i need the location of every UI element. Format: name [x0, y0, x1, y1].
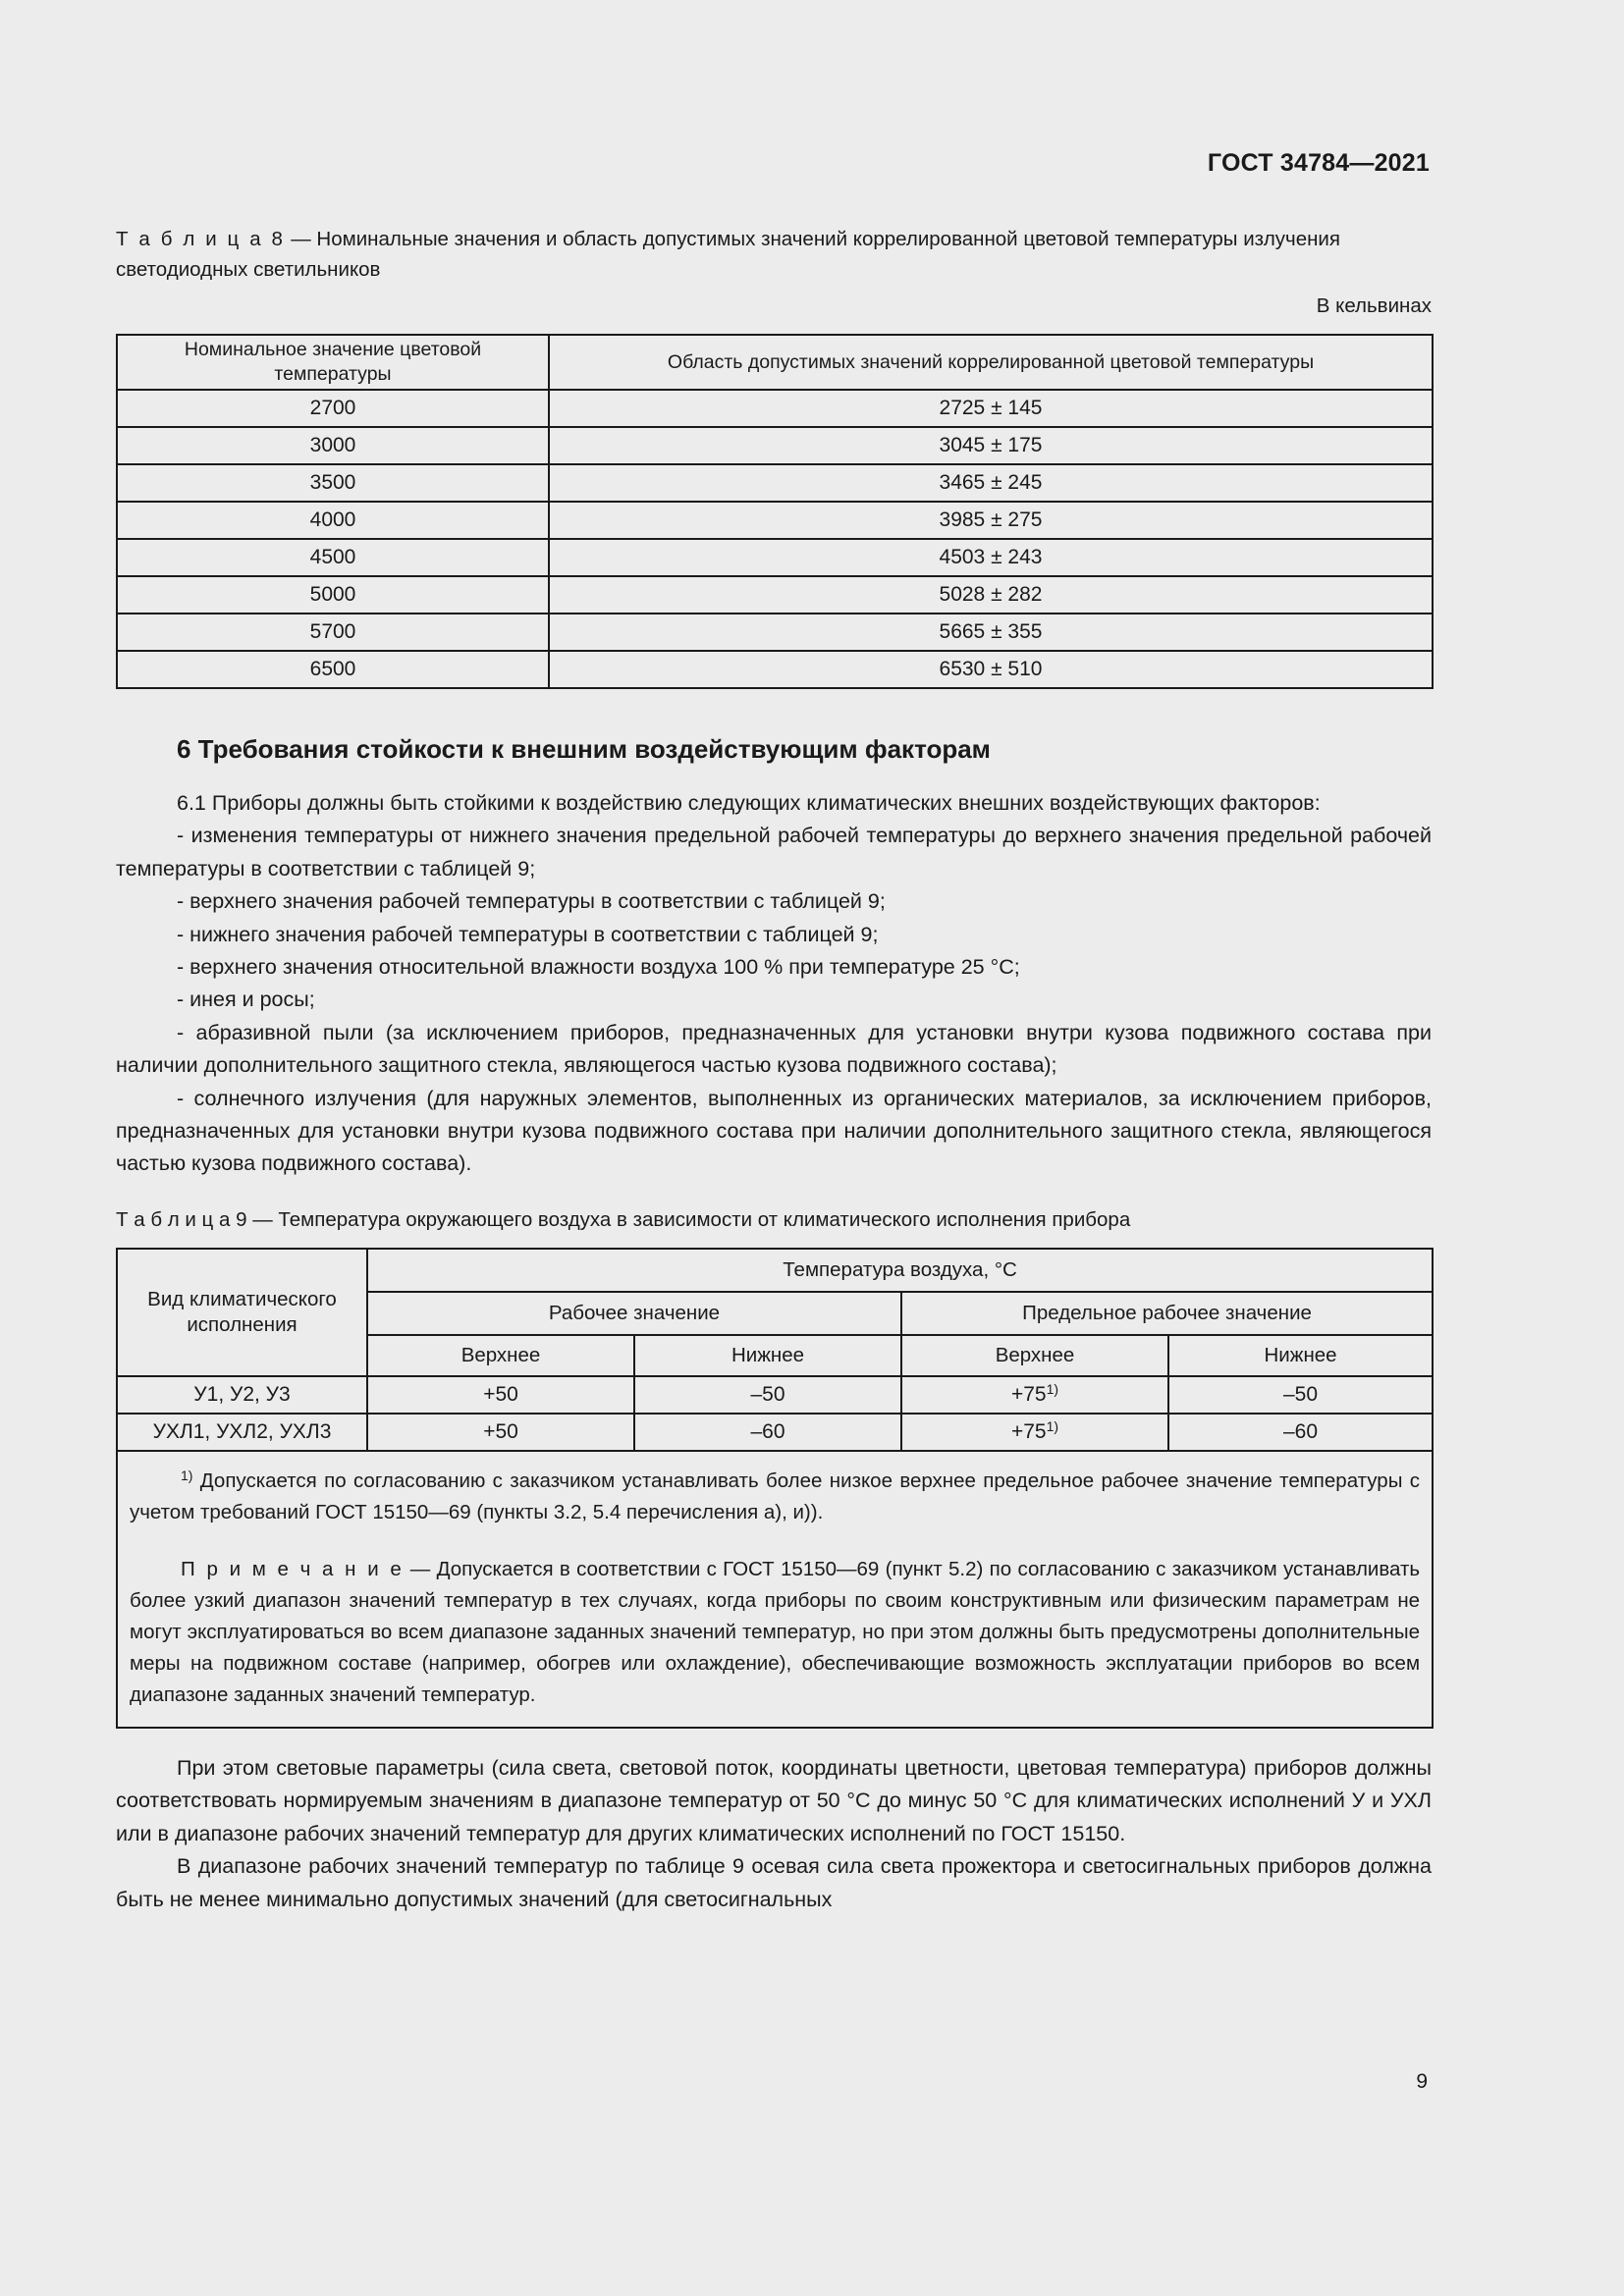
- table-row: [117, 1414, 1433, 1451]
- page-number: 9: [1416, 2070, 1428, 2093]
- table9-cell-kind: УХЛ1, УХЛ2, УХЛ3: [117, 1414, 367, 1451]
- table-row: [117, 539, 1433, 576]
- table8-cell-nominal: 4000: [117, 502, 549, 539]
- table8-cell-nominal: 6500: [117, 651, 549, 688]
- table-row: [117, 390, 1433, 427]
- list-item: - абразивной пыли (за исключением приборов, предназначенных для установки внутри кузова подвижного состава при наличии дополнительного защитного стекла, являющегося частью кузова подвижного состава);: [116, 1020, 1432, 1078]
- table9-cell-limit-upper: [901, 1376, 1168, 1414]
- table8-cell-range: 5028 ± 282: [549, 576, 1433, 614]
- table9-cell-kind: У1, У2, У3: [117, 1376, 367, 1414]
- table9-cell-limit-upper: [901, 1414, 1168, 1451]
- table9-footnote-text: Допускается по согласованию с заказчиком устанавливать более низкое верхнее предельное рабочее значение температуры с учетом требований ГОСТ 15150—69 (пункты 3.2, 5.4 перечисления а), и)).: [130, 1468, 1421, 1523]
- list-item: - изменения температуры от нижнего значения предельной рабочей температуры до верхнего значения предельной рабочей температуры в соответствии с таблицей 9;: [116, 824, 1432, 881]
- table9-group-header-temperature: Темпеpатура воздуха, °С: [367, 1249, 1433, 1292]
- table9-cell-limit-lower: –50: [1168, 1376, 1433, 1414]
- table8-cell-range: 6530 ± 510: [549, 651, 1433, 688]
- document-header-standard-code: ГОСТ 34784—2021: [1207, 149, 1430, 177]
- table9-subgroup-header-working: Рабочее значение: [367, 1292, 901, 1335]
- page-content: [116, 224, 1432, 1916]
- table8-cell-nominal: 3500: [117, 464, 549, 502]
- table9-leaf-header-working-upper: Верхнее: [367, 1335, 634, 1376]
- table8-caption-text: — Номинальные значения и область допустимых значений коррелированной цветовой температуры излучения светодиодных светильников: [116, 228, 1340, 281]
- table-row: [117, 464, 1433, 502]
- table9-leaf-header-limit-upper: Верхнее: [901, 1335, 1168, 1376]
- table9-note-text: — Допускается в соответствии с ГОСТ 15150—69 (пункт 5.2) по согласованию с заказчиком устанавливать более узкий диапазон значений температур в тех случаях, когда приборы по своим конструктивным или физическим параметрам не могут эксплуатироваться во всем диапазоне заданных значений температур, но при этом должны быть предусмотрены дополнительные меры на подвижном составе (например, обогрев или охлаждение), обеспечивающие возможность эксплуатации приборов во всем диапазоне заданных значений температур.: [130, 1557, 1421, 1706]
- paragraph-light-parameters: При этом световые параметры (сила света, световой поток, координаты цветности, цветовая температура) приборов должны соответствовать нормируемым значениям в диапазоне температур от 50 °С до минус 50 °С для климатических исполнений У и УХЛ или в диапазоне рабочих значений температур для других климатических исполнений по ГОСТ 15150.: [116, 1755, 1432, 1845]
- table9-cell-working-upper: +50: [367, 1414, 634, 1451]
- table9-caption: [116, 1204, 1432, 1235]
- table8-caption-label: Т а б л и ц а 8: [116, 228, 286, 250]
- table9-caption-label: Т а б л и ц а 9: [116, 1207, 247, 1231]
- table8-header-row: [117, 335, 1433, 390]
- paragraph-axial-intensity: В диапазоне рабочих значений температур по таблице 9 осевая сила света прожектора и светосигнальных приборов должна быть не менее минимально допустимых значений (для светосигнальных: [116, 1854, 1432, 1911]
- table9-leaf-header-limit-lower: Нижнее: [1168, 1335, 1433, 1376]
- table8-cell-nominal: 5700: [117, 614, 549, 651]
- table-row: [117, 427, 1433, 464]
- table-row: [117, 614, 1433, 651]
- table8-cell-nominal: 2700: [117, 390, 549, 427]
- table9-cell-limit-upper-value: +75: [1010, 1383, 1047, 1407]
- table9-notes-cell: [117, 1451, 1433, 1728]
- table8-cell-range: 5665 ± 355: [549, 614, 1433, 651]
- table9-caption-text: — Температура окружающего воздуха в зависимости от климатического исполнения прибора: [246, 1207, 1131, 1231]
- list-item: - инея и росы;: [177, 988, 315, 1012]
- list-item: - нижнего значения рабочей температуры в соответствии с таблицей 9;: [177, 922, 879, 946]
- table9-col-header-kind: Вид климатического исполнения: [117, 1249, 367, 1376]
- table9: [116, 1248, 1434, 1729]
- table8-cell-range: 3045 ± 175: [549, 427, 1433, 464]
- section-heading-6: 6 Требования стойкости к внешним воздействующим факторам: [177, 734, 991, 764]
- table9-footnote: [130, 1466, 1420, 1528]
- table8-units-note: В кельвинах: [1316, 294, 1432, 317]
- table-row: [117, 576, 1433, 614]
- table9-cell-limit-upper-value: +75: [1010, 1420, 1047, 1444]
- list-item: - солнечного излучения (для наружных элементов, выполненных из органических материалов, за исключением приборов, предназначенных для установки внутри кузова подвижного состава при наличии дополнительного защитного стекла, являющегося частью кузова подвижного состава).: [116, 1086, 1432, 1176]
- table8-cell-range: 2725 ± 145: [549, 390, 1433, 427]
- table9-cell-working-lower: –50: [634, 1376, 901, 1414]
- table9-header-row-1: [117, 1249, 1433, 1292]
- table9-notes-row: [117, 1451, 1433, 1728]
- table9-cell-working-lower: –60: [634, 1414, 901, 1451]
- table-row: [117, 502, 1433, 539]
- table8-cell-nominal: 4500: [117, 539, 549, 576]
- table-row: [117, 651, 1433, 688]
- paragraph-6-1: 6.1 Приборы должны быть стойкими к воздействию следующих климатических внешних воздействующих факторов:: [177, 791, 1321, 815]
- table8-cell-range: 4503 ± 243: [549, 539, 1433, 576]
- footnote-marker-ref: 1): [181, 1467, 193, 1483]
- table8-cell-nominal: 3000: [117, 427, 549, 464]
- table8-cell-range: 3465 ± 245: [549, 464, 1433, 502]
- list-item: - верхнего значения рабочей температуры в соответствии с таблицей 9;: [177, 889, 886, 914]
- table8: [116, 334, 1434, 689]
- table9-note: [130, 1554, 1420, 1711]
- table9-cell-limit-lower: –60: [1168, 1414, 1433, 1451]
- table8-cell-nominal: 5000: [117, 576, 549, 614]
- table8-caption: [116, 224, 1432, 285]
- table9-cell-working-upper: +50: [367, 1376, 634, 1414]
- table8-body: [117, 390, 1433, 688]
- table9-leaf-header-working-lower: Нижнее: [634, 1335, 901, 1376]
- table8-col-header-nominal: Номинальное значение цветовой температуры: [117, 335, 549, 390]
- footnote-marker: 1): [1046, 1418, 1059, 1435]
- table9-body: [117, 1376, 1433, 1728]
- footnote-marker: 1): [1046, 1381, 1059, 1398]
- table9-note-label: П р и м е ч а н и е: [181, 1557, 405, 1580]
- table8-cell-range: 3985 ± 275: [549, 502, 1433, 539]
- list-item: - верхнего значения относительной влажности воздуха 100 % при температуре 25 °С;: [177, 955, 1020, 980]
- table9-subgroup-header-limit: Предельное рабочее значение: [901, 1292, 1433, 1335]
- table8-col-header-range: Область допустимых значений коррелированной цветовой температуры: [549, 335, 1433, 390]
- trailing-paragraphs: [116, 1752, 1432, 1916]
- table-row: [117, 1376, 1433, 1414]
